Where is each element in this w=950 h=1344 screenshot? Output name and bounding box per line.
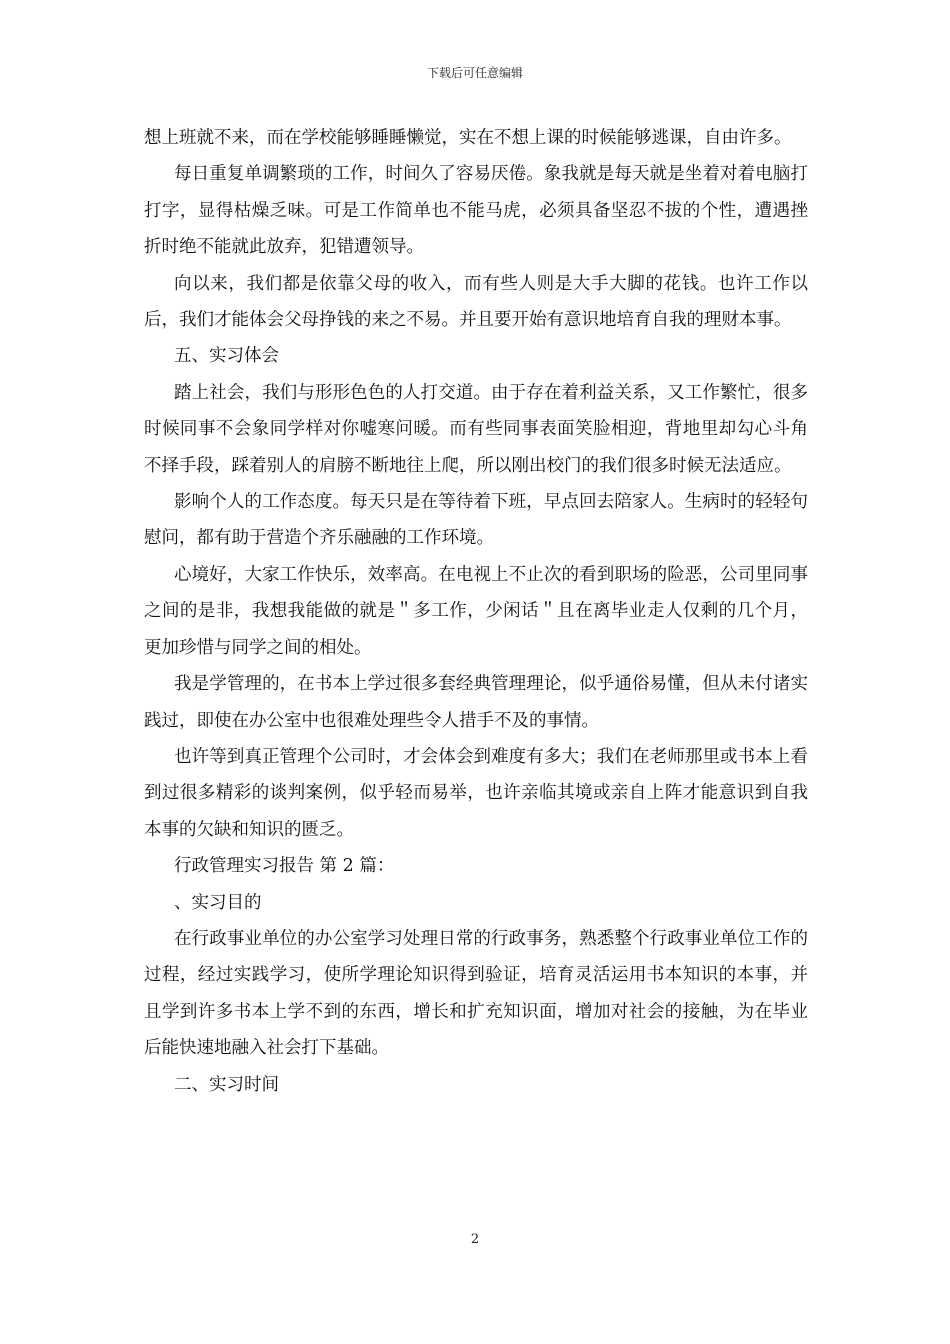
document-body [144, 120, 808, 1103]
section-heading-internship-time: 二、实习时间 [174, 1074, 279, 1095]
paragraph-12: 在行政事业单位的办公室学习处理日常的行政事务，熟悉整个行政事业单位工作的过程，经过实践学习，使所学理论知识得到验证，培育灵活运用书本知识的本事，并且学到许多书本上学不到的东西，增长和扩充知识面，增加对社会的接触，为在毕业后能快速地融入社会打下基础。 [144, 928, 808, 1059]
paragraph-9: 也许等到真正管理个公司时，才会体会到难度有多大；我们在老师那里或书本上看到过很多精彩的谈判案例，似乎轻而易举，也许亲临其境或亲自上阵才能意识到自我本事的欠缺和知识的匮乏。 [144, 746, 808, 840]
page-header: 下载后可任意编辑 [426, 66, 523, 80]
paragraph-8: 我是学管理的，在书本上学过很多套经典管理理论，似乎通俗易懂，但从未付诸实践过，即使在办公室中也很难处理些令人措手不及的事情。 [144, 674, 808, 731]
page-number: 2 [470, 1232, 480, 1247]
paragraph-2: 每日重复单调繁琐的工作，时间久了容易厌倦。象我就是每天就是坐着对着电脑打打字，显得枯燥乏味。可是工作简单也不能马虎，必须具备坚忍不拔的个性，遭遇挫折时绝不能就此放弃，犯错遭领导。 [144, 164, 808, 258]
section-heading-internship-experience: 五、实习体会 [174, 346, 279, 367]
section-heading-internship-purpose: 、实习目的 [174, 892, 262, 913]
paragraph-3: 向以来，我们都是依靠父母的收入，而有些人则是大手大脚的花钱。也许工作以后，我们才能体会父母挣钱的来之不易。并且要开始有意识地培育自我的理财本事。 [144, 273, 808, 331]
paragraph-6: 影响个人的工作态度。每天只是在等待着下班，早点回去陪家人。生病时的轻轻句慰问，都有助于营造个齐乐融融的工作环境。 [144, 492, 808, 549]
paragraph-1: 想上班就不来，而在学校能够睡睡懒觉，实在不想上课的时候能够逃课，自由许多。 [144, 128, 792, 148]
report-title-part-2: 行政管理实习报告 第 2 篇： [174, 856, 395, 877]
paragraph-5: 踏上社会，我们与形形色色的人打交道。由于存在着利益关系，又工作繁忙，很多时候同事不会象同学样对你嘘寒问暖。而有些同事表面笑脸相迎，背地里却勾心斗角不择手段，踩着别人的肩膀不断地往上爬，所以刚出校门的我们很多时候无法适应。 [144, 382, 808, 476]
paragraph-7: 心境好，大家工作快乐，效率高。在电视上不止次的看到职场的险恶，公司里同事之间的是非，我想我能做的就是＂多工作，少闲话＂且在离毕业走人仅剩的几个月，更加珍惜与同学之间的相处。 [144, 564, 808, 658]
